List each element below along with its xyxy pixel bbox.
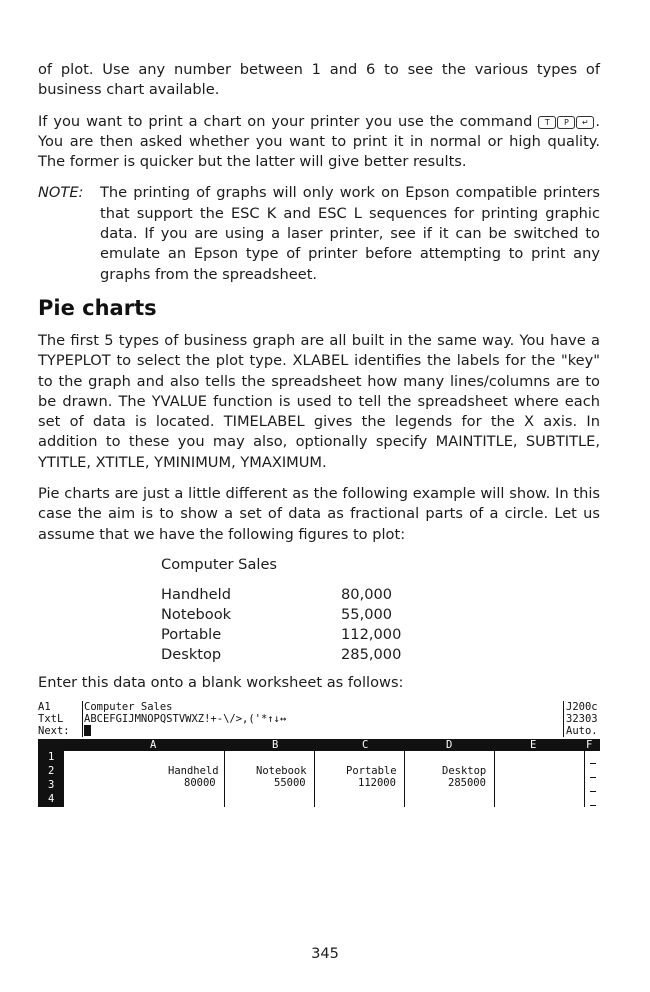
info-column xyxy=(563,701,600,737)
cell-label-desktop[interactable]: Desktop xyxy=(442,765,487,778)
sales-title: Computer Sales xyxy=(161,555,278,573)
row-header[interactable]: 3 xyxy=(48,779,55,792)
edit-area xyxy=(84,701,286,738)
cell-grid xyxy=(64,751,600,823)
cell-reference: A1 xyxy=(38,701,51,714)
column-divider xyxy=(404,751,405,807)
memory-free: 32303 xyxy=(566,713,598,726)
sales-row xyxy=(161,585,600,605)
column-header[interactable]: F xyxy=(586,739,593,752)
column-divider xyxy=(584,751,585,807)
sales-row xyxy=(161,625,600,645)
paragraph-business-graph: The first 5 types of business graph are all built in the same way. You have a TYPEPLOT to select the plot type. XLABEL identifies the labels for the "key" to the graph and also tells the spreadsheet how many lines/columns are to be drawn. The YVALUE function is used to tell the spreadsheet where each set of data is located. TIMELABEL gives the legends for the X axis. In addition to these you may also, optionally specify MAINTITLE, SUBTITLE, YTITLE, XTITLE, YMINIMUM, YMAXIMUM. xyxy=(38,331,600,471)
row-header-bar xyxy=(38,751,64,807)
sales-value: 112,000 xyxy=(341,625,402,643)
status-column xyxy=(38,701,83,737)
print-command-rest: . You are then asked whether you want to print it in normal or high quality. The former is quicker but the latter will give better results. xyxy=(38,112,601,171)
cell-label-notebook[interactable]: Notebook xyxy=(256,765,307,778)
print-command-lead: If you want to print a chart on your printer you use the command xyxy=(38,112,533,130)
text-cursor xyxy=(84,725,91,736)
sales-figures xyxy=(161,555,600,665)
edge-marker xyxy=(590,777,596,778)
row-header[interactable]: 2 xyxy=(48,765,55,778)
note-block xyxy=(38,183,600,284)
paragraph-enter-data: Enter this data onto a blank worksheet as follows: xyxy=(38,673,404,691)
paragraph-pie-intro: Pie charts are just a little different as the following example will show. In this case the aim is to show a set of data as fractional parts of a circle. Let us assume that we have the following figures to plot: xyxy=(38,485,600,543)
note-text: The printing of graphs will only work on Epson compatible printers that support the ESC K and ESC L sequences for printing graphic data. If you are using a laser printer, see if it can be switched to emulate an Epson type of printer before attempting to print any graphs from the spreadsheet. xyxy=(100,184,600,283)
next-prompt: Next: xyxy=(38,725,70,738)
column-divider xyxy=(314,751,315,807)
cell-value-notebook[interactable]: 55000 xyxy=(274,777,306,790)
page-content xyxy=(38,60,600,823)
sales-row xyxy=(161,605,600,625)
column-header[interactable]: C xyxy=(362,739,369,752)
sales-name: Notebook xyxy=(161,605,232,623)
key-p: P xyxy=(557,116,575,129)
spreadsheet-header xyxy=(38,701,600,737)
sales-value: 285,000 xyxy=(341,645,402,663)
edge-marker xyxy=(590,805,596,806)
key-enter: ↵ xyxy=(576,116,594,129)
section-heading: Pie charts xyxy=(38,295,157,320)
paragraph-plot-types: of plot. Use any number between 1 and 6 to see the various types of business chart available. xyxy=(38,61,600,99)
row-header[interactable]: 1 xyxy=(48,751,55,764)
memory-label: J200c xyxy=(566,701,598,714)
cell-contents: Computer Sales xyxy=(84,701,173,714)
column-header[interactable]: B xyxy=(272,739,279,752)
cell-value-handheld[interactable]: 80000 xyxy=(184,777,216,790)
mode-indicator: TxtL xyxy=(38,713,64,726)
sales-value: 80,000 xyxy=(341,585,393,603)
cell-a1[interactable]: Computer Sales xyxy=(66,751,155,764)
page-number: 345 xyxy=(311,945,339,962)
paragraph-print-command xyxy=(38,112,600,173)
cell-label-handheld[interactable]: Handheld xyxy=(168,765,219,778)
edge-marker xyxy=(590,791,596,792)
column-header[interactable]: E xyxy=(530,739,537,752)
sales-name: Handheld xyxy=(161,585,231,603)
cell-value-desktop[interactable]: 285000 xyxy=(448,777,486,790)
column-header-bar xyxy=(38,739,600,751)
column-divider xyxy=(224,751,225,807)
cell-label-portable[interactable]: Portable xyxy=(346,765,397,778)
command-letters[interactable]: ABCEFGIJMNOPQSTVWXZ!+-\/>,('*↑↓↔ xyxy=(84,713,287,726)
cell-value-portable[interactable]: 112000 xyxy=(358,777,396,790)
key-t: T xyxy=(538,116,556,129)
sales-row xyxy=(161,645,600,665)
sales-name: Desktop xyxy=(161,645,222,663)
input-line[interactable] xyxy=(84,725,286,738)
sales-name: Portable xyxy=(161,625,222,643)
sales-value: 55,000 xyxy=(341,605,393,623)
spreadsheet-screen xyxy=(38,701,600,823)
row-header[interactable]: 4 xyxy=(48,793,55,806)
edge-marker xyxy=(590,763,596,764)
column-divider xyxy=(494,751,495,807)
column-header[interactable]: D xyxy=(446,739,453,752)
column-header[interactable]: A xyxy=(150,739,157,752)
recalc-mode: Auto. xyxy=(566,725,598,738)
note-label: NOTE: xyxy=(38,184,84,202)
